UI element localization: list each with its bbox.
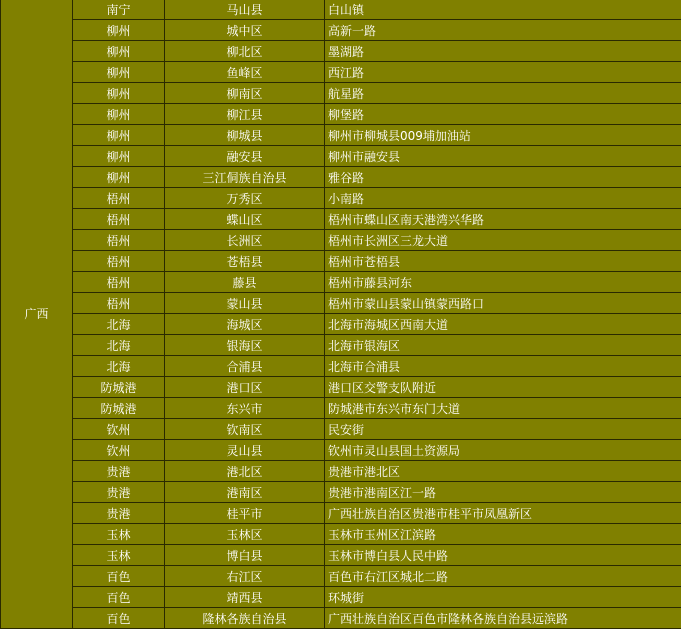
city-cell: 贵港 [73,482,165,503]
city-cell: 北海 [73,356,165,377]
city-cell: 柳州 [73,125,165,146]
address-cell: 航星路 [325,83,681,104]
city-cell: 北海 [73,335,165,356]
city-cell: 柳州 [73,41,165,62]
table-row [1,419,681,440]
table-row [1,314,681,335]
address-cell: 防城港市东兴市东门大道 [325,398,681,419]
table-row [1,41,681,62]
address-cell: 梧州市蝶山区南天港湾兴华路 [325,209,681,230]
county-cell: 银海区 [165,335,325,356]
county-cell: 东兴市 [165,398,325,419]
address-cell: 民安街 [325,419,681,440]
county-cell: 博白县 [165,545,325,566]
county-cell: 鱼峰区 [165,62,325,83]
city-cell: 柳州 [73,104,165,125]
address-cell: 钦州市灵山县国土资源局 [325,440,681,461]
city-cell: 梧州 [73,188,165,209]
county-cell: 合浦县 [165,356,325,377]
table-row [1,440,681,461]
address-cell: 百色市右江区城北二路 [325,566,681,587]
city-cell: 梧州 [73,293,165,314]
county-cell: 隆林各族自治县 [165,608,325,629]
address-cell: 北海市海城区西南大道 [325,314,681,335]
county-cell: 右江区 [165,566,325,587]
table-row [1,524,681,545]
city-cell: 防城港 [73,398,165,419]
county-cell: 海城区 [165,314,325,335]
city-cell: 柳州 [73,83,165,104]
table-row [1,104,681,125]
city-cell: 贵港 [73,461,165,482]
address-cell: 柳堡路 [325,104,681,125]
city-cell: 南宁 [73,0,165,20]
city-cell: 玉林 [73,524,165,545]
county-cell: 城中区 [165,20,325,41]
city-cell: 钦州 [73,419,165,440]
table-row [1,0,681,20]
address-cell: 梧州市蒙山县蒙山镇蒙西路口 [325,293,681,314]
address-cell: 环城街 [325,587,681,608]
table-row [1,272,681,293]
address-cell: 梧州市长洲区三龙大道 [325,230,681,251]
address-cell: 玉林市玉州区江滨路 [325,524,681,545]
address-cell: 白山镇 [325,0,681,20]
county-cell: 柳南区 [165,83,325,104]
address-cell: 小南路 [325,188,681,209]
address-cell: 西江路 [325,62,681,83]
table-row [1,398,681,419]
address-cell: 雅谷路 [325,167,681,188]
city-cell: 梧州 [73,251,165,272]
table-row [1,608,681,629]
city-cell: 梧州 [73,230,165,251]
city-cell: 柳州 [73,20,165,41]
county-cell: 港南区 [165,482,325,503]
table-row [1,335,681,356]
county-cell: 柳江县 [165,104,325,125]
county-cell: 桂平市 [165,503,325,524]
county-cell: 藤县 [165,272,325,293]
table-row [1,209,681,230]
address-cell: 高新一路 [325,20,681,41]
table-row [1,377,681,398]
city-cell: 梧州 [73,272,165,293]
county-cell: 万秀区 [165,188,325,209]
city-cell: 柳州 [73,62,165,83]
table-row [1,188,681,209]
address-cell: 柳州市柳城县009埔加油站 [325,125,681,146]
table-row [1,503,681,524]
city-cell: 柳州 [73,167,165,188]
city-cell: 梧州 [73,209,165,230]
county-cell: 港口区 [165,377,325,398]
city-cell: 钦州 [73,440,165,461]
county-cell: 三江侗族自治县 [165,167,325,188]
table-row [1,356,681,377]
address-cell: 港口区交警支队附近 [325,377,681,398]
address-cell: 梧州市藤县河东 [325,272,681,293]
county-cell: 靖西县 [165,587,325,608]
table-row [1,545,681,566]
table-row [1,587,681,608]
county-cell: 长洲区 [165,230,325,251]
county-cell: 灵山县 [165,440,325,461]
table-row [1,83,681,104]
county-cell: 钦南区 [165,419,325,440]
table-row [1,566,681,587]
city-cell: 百色 [73,566,165,587]
county-cell: 苍梧县 [165,251,325,272]
city-cell: 玉林 [73,545,165,566]
table-row [1,293,681,314]
address-cell: 贵港市港南区江一路 [325,482,681,503]
table-row [1,62,681,83]
city-cell: 北海 [73,314,165,335]
location-table-body [1,0,681,629]
address-cell: 墨湖路 [325,41,681,62]
address-cell: 柳州市融安县 [325,146,681,167]
address-cell: 北海市合浦县 [325,356,681,377]
table-row [1,230,681,251]
county-cell: 柳城县 [165,125,325,146]
table-row [1,125,681,146]
address-cell: 广西壮族自治区贵港市桂平市凤凰新区 [325,503,681,524]
county-cell: 马山县 [165,0,325,20]
county-cell: 玉林区 [165,524,325,545]
address-cell: 梧州市苍梧县 [325,251,681,272]
county-cell: 柳北区 [165,41,325,62]
county-cell: 蒙山县 [165,293,325,314]
table-row [1,146,681,167]
address-cell: 玉林市博白县人民中路 [325,545,681,566]
table-row [1,461,681,482]
table-row [1,251,681,272]
city-cell: 百色 [73,608,165,629]
city-cell: 防城港 [73,377,165,398]
address-cell: 广西壮族自治区百色市隆林各族自治县远滨路 [325,608,681,629]
table-row [1,167,681,188]
province-cell: 广西 [1,0,73,629]
city-cell: 贵港 [73,503,165,524]
table-row [1,482,681,503]
table-row [1,20,681,41]
county-cell: 蝶山区 [165,209,325,230]
county-cell: 港北区 [165,461,325,482]
address-cell: 北海市银海区 [325,335,681,356]
county-cell: 融安县 [165,146,325,167]
city-cell: 柳州 [73,146,165,167]
city-cell: 百色 [73,587,165,608]
address-cell: 贵港市港北区 [325,461,681,482]
